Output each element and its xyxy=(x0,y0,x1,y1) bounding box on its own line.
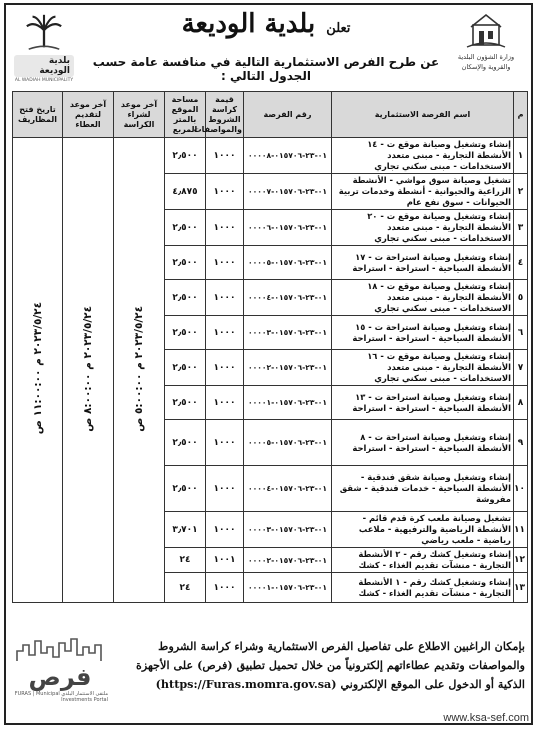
row-opportunity-name: تشغيل وصيانة ملعب كرة قدم قائم - الأنشطة الرياضية والترفيهية - ملاعب رياضية - ملعب رياضي xyxy=(332,512,514,548)
row-booklet-price: ١٠٠٠ xyxy=(206,420,244,466)
row-booklet-price: ١٠٠٠ xyxy=(206,210,244,246)
row-booklet-price: ١٠٠٠ xyxy=(206,350,244,386)
row-index: ٩ xyxy=(514,420,528,466)
row-ref: ٠١-٢٣-٠١٥٧٠٦-٠٠٠٠٧ xyxy=(244,174,332,210)
row-index: ٢ xyxy=(514,174,528,210)
row-ref: ٠١-٢٣-٠١٥٧٠٦-٠٠٠٠٣ xyxy=(244,316,332,350)
page-title xyxy=(96,9,436,39)
footer-instructions xyxy=(115,637,525,694)
row-opportunity-name: إنشاء وتشغيل وصيانة موقع ت - ١٨ الأنشطة التجارية - مبنى متعدد الاستخدامات - مبنى سكني تجاري xyxy=(332,280,514,316)
row-ref: ٠١-٢٣-٠١٥٧٠٦-٠٠٠٠٨ xyxy=(244,138,332,174)
row-area: ٢٫٥٠٠ xyxy=(165,138,206,174)
last-submission-date: ٢٠٢٣/٥/٢٤ م ٨:٠٠:٠٠ ص xyxy=(82,305,94,432)
footer-line-1: بإمكان الراغبين الاطلاع على تفاصيل الفرص الاستثمارية وشراء كراسة الشروط xyxy=(158,639,525,653)
row-ref: ٠١-٢٣-٠١٥٧٠٦-٠٠٠٠٢ xyxy=(244,548,332,573)
header-last-purchase: آخر موعد لشراء الكراسة xyxy=(114,92,165,138)
header-opening-date: تاريخ فتح المظاريف xyxy=(13,92,63,138)
row-ref: ٠١-٢٣-٠١٥٧٠٦-٠٠٠٠٦ xyxy=(244,210,332,246)
row-ref: ٠١-٢٣-٠١٥٧٠٦-٠٠٠٠٥ xyxy=(244,420,332,466)
row-booklet-price: ١٠٠٠ xyxy=(206,466,244,512)
page-subtitle: عن طرح الفرص الاستثمارية التالية في منافسة عامة حسب الجدول التالي : xyxy=(92,55,440,83)
ministry-caption-2: والقروية والإسكان xyxy=(461,63,511,71)
header-ref: رقم الفرصة xyxy=(244,92,332,138)
opening-date-cell xyxy=(13,138,63,603)
row-ref: ٠١-٢٣-٠١٥٧٠٦-٠٠٠٠٢ xyxy=(244,350,332,386)
row-index: ١٠ xyxy=(514,466,528,512)
row-index: ١٢ xyxy=(514,548,528,573)
row-ref: ٠١-٢٣-٠١٥٧٠٦-٠٠٠٠٤ xyxy=(244,280,332,316)
row-opportunity-name: إنشاء وتشغيل كشك رقم - ١ الأنشطة التجارية - منشآت تقديم الغذاء - كشك xyxy=(332,573,514,603)
row-opportunity-name: إنشاء وتشغيل وصيانة موقع ت - ١٦ الأنشطة التجارية - مبنى متعدد الاستخدامات - مبنى سكني تجاري xyxy=(332,350,514,386)
ministry-caption-1: وزارة الشؤون البلدية xyxy=(457,53,515,61)
footer-line-3[interactable]: الذكية أو الدخول على الموقع الإلكتروني (https://Furas.momra.gov.sa) xyxy=(155,677,525,691)
row-booklet-price: ١٠٠١ xyxy=(206,548,244,573)
row-index: ١١ xyxy=(514,512,528,548)
header-area: مساحة الموقع بالمتر المربع xyxy=(165,92,206,138)
furas-brand: فرص xyxy=(28,663,92,691)
row-ref: ٠١-٢٣-٠١٥٧٠٦-٠٠٠٠١ xyxy=(244,386,332,420)
row-index: ١ xyxy=(514,138,528,174)
row-area: ٢٫٥٠٠ xyxy=(165,316,206,350)
furas-logo xyxy=(12,637,108,715)
row-booklet-price: ١٠٠٠ xyxy=(206,512,244,548)
row-index: ٨ xyxy=(514,386,528,420)
opportunities-table xyxy=(12,91,528,603)
row-index: ٧ xyxy=(514,350,528,386)
row-area: ٢٫٥٠٠ xyxy=(165,386,206,420)
table-body xyxy=(13,138,528,603)
ministry-logo xyxy=(447,11,525,83)
skyline-icon xyxy=(15,637,105,663)
row-opportunity-name: إنشاء وتشغيل وصيانة موقع ت - ٢٠ الأنشطة التجارية - مبنى متعدد الاستخدامات - مبنى سكني تجاري xyxy=(332,210,514,246)
row-area: ٢٫٥٠٠ xyxy=(165,280,206,316)
row-area: ٤٫٨٧٥ xyxy=(165,174,206,210)
row-booklet-price: ١٠٠٠ xyxy=(206,316,244,350)
notice-header xyxy=(6,5,531,89)
announce-prefix: تعلن xyxy=(326,21,351,36)
row-opportunity-name: إنشاء وتشغيل كشك رقم - ٢ الأنشطة التجارية - منشآت تقديم الغذاء - كشك xyxy=(332,548,514,573)
row-booklet-price: ١٠٠٠ xyxy=(206,280,244,316)
row-index: ٣ xyxy=(514,210,528,246)
header-booklet-price: قيمة كراسة الشروط والمواصفات xyxy=(206,92,244,138)
header-opportunity: اسم الفرصة الاستثمارية xyxy=(332,92,514,138)
header-index: م xyxy=(514,92,528,138)
row-booklet-price: ١٠٠٠ xyxy=(206,174,244,210)
row-booklet-price: ١٠٠٠ xyxy=(206,573,244,603)
row-booklet-price: ١٠٠٠ xyxy=(206,138,244,174)
furas-brand-sub: ملتقى الاستثمار البلدي FURAS | Municipal Investments Portal xyxy=(14,691,108,703)
row-index: ١٣ xyxy=(514,573,528,603)
watermark: www.ksa-sef.com xyxy=(443,712,529,724)
row-area: ٢٫٥٠٠ xyxy=(165,210,206,246)
row-booklet-price: ١٠٠٠ xyxy=(206,246,244,280)
row-opportunity-name: إنشاء وتشغيل وصيانة شقق فندقية - الأنشطة السياحية - خدمات فندقية - شقق مفروشة xyxy=(332,466,514,512)
row-area: ٢٫٥٠٠ xyxy=(165,350,206,386)
row-area: ٢٫٥٠٠ xyxy=(165,466,206,512)
row-area: ٢٫٥٠٠ xyxy=(165,246,206,280)
row-ref: ٠١-٢٣-٠١٥٧٠٦-٠٠٠٠٣ xyxy=(244,512,332,548)
row-area: ٢٤ xyxy=(165,548,206,573)
row-ref: ٠١-٢٣-٠١٥٧٠٦-٠٠٠٠٥ xyxy=(244,246,332,280)
row-index: ٤ xyxy=(514,246,528,280)
table-row xyxy=(13,138,528,174)
ministry-emblem-icon xyxy=(463,11,509,51)
row-index: ٥ xyxy=(514,280,528,316)
row-area: ٣٫٧٠١ xyxy=(165,512,206,548)
municipality-name: بلدية الوديعة xyxy=(181,9,316,39)
header-last-submission: آخر موعد لتقديم العطاء xyxy=(63,92,114,138)
row-opportunity-name: إنشاء وتشغيل وصيانة استراحة ت - ١٧ الأنشطة السياحية - استراحة - استراحة xyxy=(332,246,514,280)
row-opportunity-name: إنشاء وتشغيل وصيانة استراحة ت - ١٥ الأنشطة السياحية - استراحة - استراحة xyxy=(332,316,514,350)
row-ref: ٠١-٢٣-٠١٥٧٠٦-٠٠٠٠٤ xyxy=(244,466,332,512)
row-booklet-price: ١٠٠٠ xyxy=(206,386,244,420)
row-opportunity-name: إنشاء وتشغيل وصيانة استراحة ت - ١٣ الأنشطة السياحية - استراحة - استراحة xyxy=(332,386,514,420)
row-area: ٢٤ xyxy=(165,573,206,603)
row-area: ٢٫٥٠٠ xyxy=(165,420,206,466)
last-purchase-date: ٢٠٢٣/٥/٢٤ م ٥:٠٠:٠٠ ص xyxy=(133,305,145,432)
row-opportunity-name: إنشاء وتشغيل وصيانة استراحة ت - ٨ الأنشطة السياحية - استراحة - استراحة xyxy=(332,420,514,466)
row-ref: ٠١-٢٣-٠١٥٧٠٦-٠٠٠٠١ xyxy=(244,573,332,603)
municipality-logo-sub: AL WADIAH MUNICIPALITY xyxy=(14,78,74,83)
row-index: ٦ xyxy=(514,316,528,350)
tender-notice xyxy=(4,3,533,725)
footer-line-2: والمواصفات وتقديم عطاءاتهم إلكترونياً من خلال تحميل تطبيق (فرص) على الأجهزة xyxy=(135,658,525,672)
municipality-logo xyxy=(14,11,74,83)
municipality-logo-caption: بلدية الوديعة xyxy=(14,55,74,77)
opening-date: ٢٠٢٣/٥/٢٤ م ١١:٠٠:٠٠ ص xyxy=(31,302,44,435)
row-opportunity-name: تشغيل وصيانة سوق مواشي - الأنشطة الزراعية والحيوانية - أنشطة وخدمات تربية الحيوانات - سوق نفع عام xyxy=(332,174,514,210)
last-submission-date-cell xyxy=(63,138,114,603)
palm-tree-icon xyxy=(22,11,66,53)
last-purchase-date-cell xyxy=(114,138,165,603)
notice-footer xyxy=(12,635,527,719)
row-opportunity-name: إنشاء وتشغيل وصيانة موقع ت - ١٤ الأنشطة التجارية - مبنى متعدد الاستخدامات - مبنى سكني تجاري xyxy=(332,138,514,174)
table-header-row xyxy=(13,92,528,138)
